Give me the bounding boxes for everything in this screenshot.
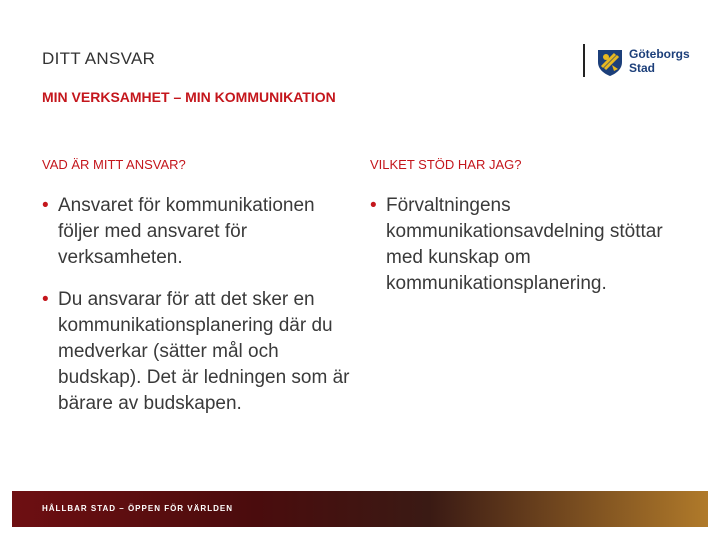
right-column-heading: VILKET STÖD HAR JAG? [370, 157, 522, 172]
list-item: • Du ansvarar för att det sker en kommunikationsplanering där du medverkar (sätter mål och budskap). Det är ledningen som är bärare av budskapen. [42, 287, 360, 417]
right-bullet-list [370, 193, 680, 297]
left-bullet-list [42, 193, 360, 417]
list-item: • Ansvaret för kommunikationen följer med ansvaret för verksamheten. [42, 193, 360, 271]
logo-line-2: Stad [629, 61, 656, 75]
coat-of-arms-icon [595, 47, 625, 77]
footer-banner [12, 491, 708, 527]
logo-divider [583, 44, 585, 77]
goteborgs-stad-logo [583, 44, 693, 80]
left-column-heading: VAD ÄR MITT ANSVAR? [42, 157, 186, 172]
logo-line-1: Göteborgs [629, 47, 690, 61]
page-title: DITT ANSVAR [42, 49, 156, 68]
list-item: • Förvaltningens kommunikationsavdelning stöttar med kunskap om kommunikationsplanering. [370, 193, 680, 297]
footer-slogan: HÅLLBAR STAD – ÖPPEN FÖR VÄRLDEN [42, 504, 233, 513]
page-subtitle: MIN VERKSAMHET – MIN KOMMUNIKATION [42, 89, 336, 105]
logo-text [629, 47, 690, 75]
